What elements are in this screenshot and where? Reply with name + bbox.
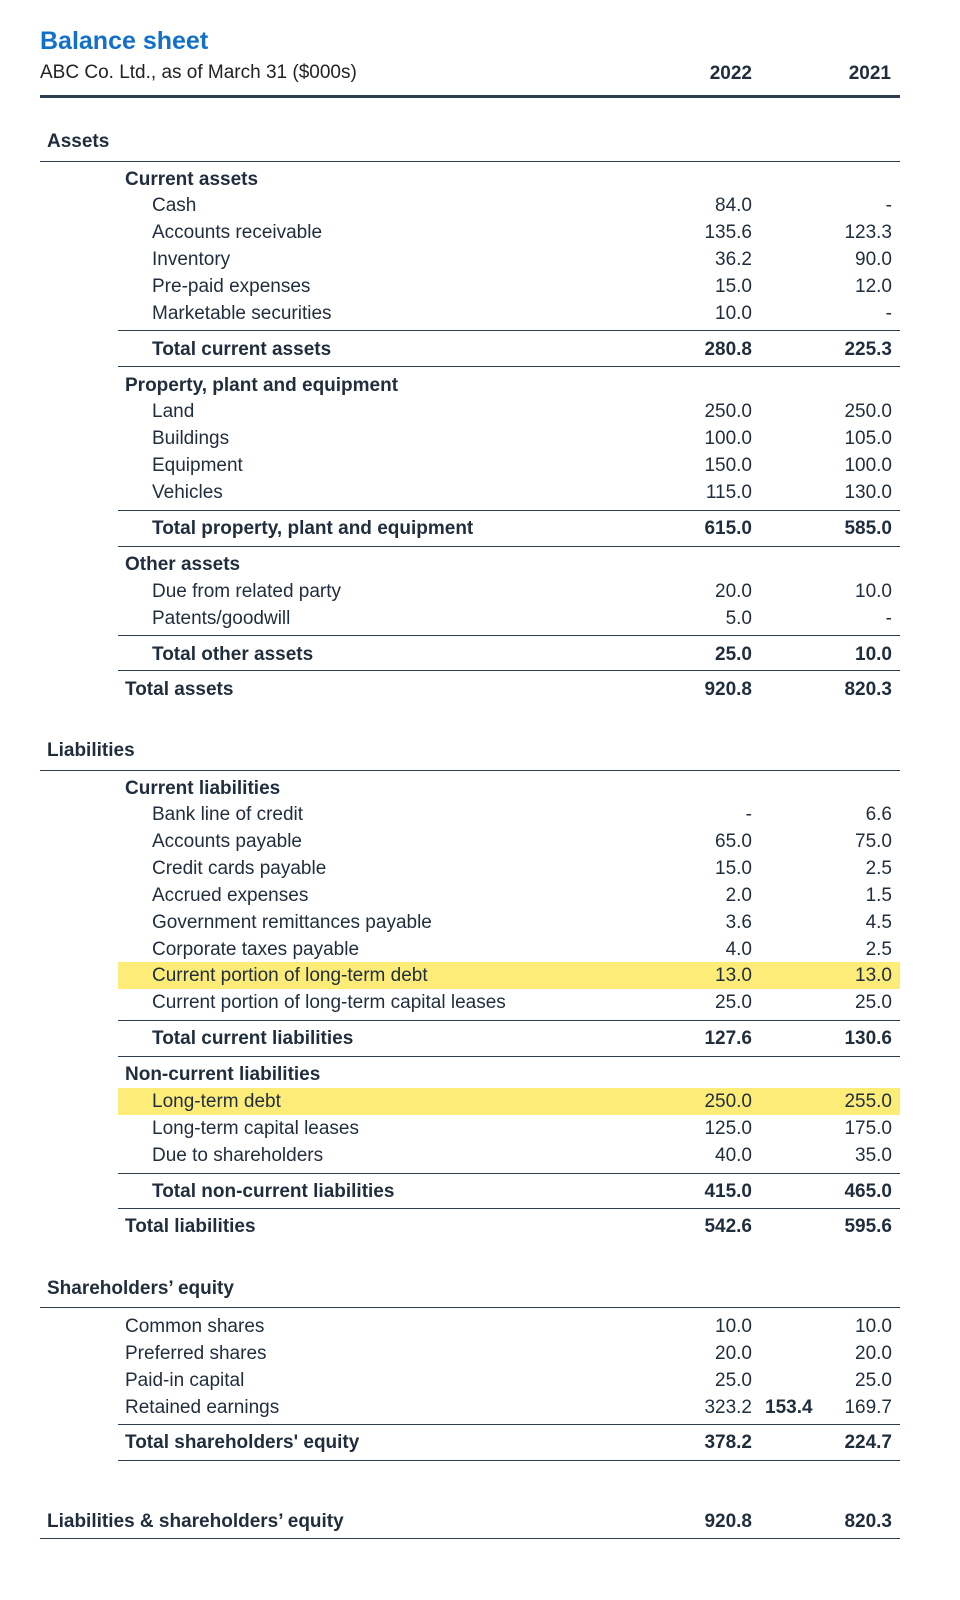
subtotal-row [0,1429,960,1456]
value-2021: - [885,303,892,324]
row-label: Paid-in capital [125,1370,245,1391]
value-2021: 4.5 [865,912,892,933]
divider [118,1424,900,1425]
row-label: Total liabilities [125,1216,256,1237]
table-row-highlighted [0,1088,960,1115]
value-2021: 585.0 [844,518,892,539]
value-2021: 6.6 [865,804,892,825]
table-row-highlighted [0,962,960,989]
table-row [0,479,960,506]
value-2021: 90.0 [855,249,892,270]
value-2021: 25.0 [855,992,892,1013]
value-2021: 13.0 [855,965,892,986]
page-subtitle: ABC Co. Ltd., as of March 31 ($000s) [40,62,357,83]
divider [118,366,900,367]
value-2022: 150.0 [704,455,752,476]
row-label: Total assets [125,679,234,700]
column-header-2022: 2022 [709,63,752,84]
divider [118,330,900,331]
row-label: Due from related party [152,581,342,602]
divider [118,1173,900,1174]
value-2022: 125.0 [704,1118,752,1139]
value-2022: 84.0 [715,195,752,216]
value-2021: 105.0 [844,428,892,449]
group-heading-other-assets [0,551,960,578]
row-label: Bank line of credit [152,804,304,825]
table-row [0,300,960,327]
divider [118,635,900,636]
row-label: Total other assets [152,644,314,665]
total-row [0,676,960,703]
value-2022: 20.0 [715,1343,752,1364]
subtotal-row [0,515,960,542]
value-2021: 224.7 [844,1432,892,1453]
group-heading-label: Property, plant and equipment [125,375,399,396]
value-2021: 130.6 [844,1028,892,1049]
section-heading-equity: Shareholders’ equity [47,1278,234,1299]
page-title: Balance sheet [40,27,209,55]
divider [118,1056,900,1057]
value-2022: 36.2 [715,249,752,270]
value-2022: 20.0 [715,581,752,602]
value-2022: 250.0 [704,1091,752,1112]
subtotal-row [0,1178,960,1205]
header-divider [40,95,900,98]
value-2022: 415.0 [704,1181,752,1202]
divider [118,1460,900,1461]
table-row [0,425,960,452]
value-2021: 20.0 [855,1343,892,1364]
subtotal-row [0,1025,960,1052]
section-heading-assets: Assets [47,131,110,152]
value-2022: 135.6 [704,222,752,243]
divider [118,1020,900,1021]
table-row [0,989,960,1016]
value-2022: 15.0 [715,276,752,297]
value-2021: 25.0 [855,1370,892,1391]
group-heading-ppe [0,372,960,399]
value-2022: 615.0 [704,518,752,539]
row-label: Government remittances payable [152,912,432,933]
row-label: Due to shareholders [152,1145,324,1166]
value-2021: 2.5 [865,939,892,960]
table-row [0,801,960,828]
table-row [0,1115,960,1142]
table-row [0,936,960,963]
value-2021: 1.5 [865,885,892,906]
subtotal-row [0,641,960,668]
value-2022: 100.0 [704,428,752,449]
value-2022: 13.0 [715,965,752,986]
table-row [0,882,960,909]
row-label: Liabilities & shareholders’ equity [47,1511,344,1532]
row-label: Inventory [152,249,231,270]
row-label: Land [152,401,195,422]
value-2022: 250.0 [704,401,752,422]
row-label: Accrued expenses [152,885,309,906]
value-2022: 5.0 [725,608,752,629]
row-label: Long-term capital leases [152,1118,359,1139]
value-2022: 920.8 [704,1511,752,1532]
row-label: Total property, plant and equipment [152,518,474,539]
value-2021: 595.6 [844,1216,892,1237]
row-label: Accounts payable [152,831,302,852]
table-row [0,605,960,632]
value-2021: 130.0 [844,482,892,503]
group-heading-label: Current liabilities [125,778,281,799]
row-label: Retained earnings [125,1397,280,1418]
divider [118,1208,900,1209]
table-row [0,1367,960,1394]
table-row [0,273,960,300]
value-2021: 820.3 [844,1511,892,1532]
divider [40,1307,900,1308]
value-2021: 123.3 [844,222,892,243]
table-row [0,1340,960,1367]
table-row [0,578,960,605]
value-2021: 10.0 [855,644,892,665]
value-2021: 465.0 [844,1181,892,1202]
row-label: Cash [152,195,197,216]
group-heading-current-assets [0,166,960,193]
row-label: Pre-paid expenses [152,276,311,297]
value-2021: 100.0 [844,455,892,476]
row-label: Equipment [152,455,243,476]
value-2021: 2.5 [865,858,892,879]
table-row [0,909,960,936]
value-2022: 25.0 [715,992,752,1013]
value-2021: 250.0 [844,401,892,422]
value-2022: - [745,804,752,825]
row-label: Buildings [152,428,230,449]
value-2021: 255.0 [844,1091,892,1112]
subtotal-row [0,336,960,363]
table-row [0,1142,960,1169]
grand-total-row [0,1508,960,1535]
divider [40,1538,900,1539]
value-2021: 169.7 [844,1397,892,1418]
row-label: Vehicles [152,482,223,503]
value-2022: 10.0 [715,303,752,324]
section-heading-liabilities: Liabilities [47,740,135,761]
divider [40,770,900,771]
row-label: Credit cards payable [152,858,327,879]
value-2021: 10.0 [855,581,892,602]
value-2022: 920.8 [704,679,752,700]
row-label: Corporate taxes payable [152,939,360,960]
row-label: Total current assets [152,339,332,360]
group-heading-label: Non-current liabilities [125,1064,321,1085]
value-2022: 280.8 [704,339,752,360]
value-2022: 3.6 [725,912,752,933]
value-2022: 15.0 [715,858,752,879]
value-2021: 820.3 [844,679,892,700]
row-label: Common shares [125,1316,265,1337]
row-label: Total current liabilities [152,1028,354,1049]
table-row [0,452,960,479]
value-2022: 542.6 [704,1216,752,1237]
row-label: Accounts receivable [152,222,323,243]
value-2022: 65.0 [715,831,752,852]
value-2022: 115.0 [705,482,752,503]
value-2021: - [885,195,892,216]
row-label: Current portion of long-term capital leases [152,992,506,1013]
table-row [0,398,960,425]
value-2022: 25.0 [715,644,752,665]
table-row [0,855,960,882]
value-2022: 127.6 [704,1028,752,1049]
value-2022: 4.0 [725,939,752,960]
group-heading-current-liabilities [0,775,960,802]
table-row [0,192,960,219]
value-2022: 25.0 [715,1370,752,1391]
divider [118,510,900,511]
table-row [0,246,960,273]
value-2021: 175.0 [844,1118,892,1139]
value-2022: 378.2 [704,1432,752,1453]
divider [118,546,900,547]
divider [40,161,900,162]
group-heading-label: Other assets [125,554,241,575]
group-heading-label: Current assets [125,169,259,190]
value-2021: 10.0 [855,1316,892,1337]
row-label: Marketable securities [152,303,332,324]
row-label: Total shareholders' equity [125,1432,360,1453]
value-2021: 225.3 [844,339,892,360]
divider [118,670,900,671]
value-2022: 10.0 [715,1316,752,1337]
row-label: Current portion of long-term debt [152,965,428,986]
total-row [0,1213,960,1240]
table-row [0,1313,960,1340]
row-label: Patents/goodwill [152,608,291,629]
row-label: Preferred shares [125,1343,267,1364]
value-2022: 323.2 [704,1397,752,1418]
value-extra: 153.4 [765,1397,813,1418]
value-2021: 35.0 [855,1145,892,1166]
table-row [0,219,960,246]
row-label: Total non-current liabilities [152,1181,395,1202]
table-row [0,1394,960,1421]
value-2021: 75.0 [855,831,892,852]
value-2022: 40.0 [715,1145,752,1166]
table-row [0,828,960,855]
value-2022: 2.0 [725,885,752,906]
column-header-2021: 2021 [848,63,891,84]
value-2021: - [885,608,892,629]
row-label: Long-term debt [152,1091,281,1112]
group-heading-noncurrent-liabilities [0,1061,960,1088]
value-2021: 12.0 [855,276,892,297]
